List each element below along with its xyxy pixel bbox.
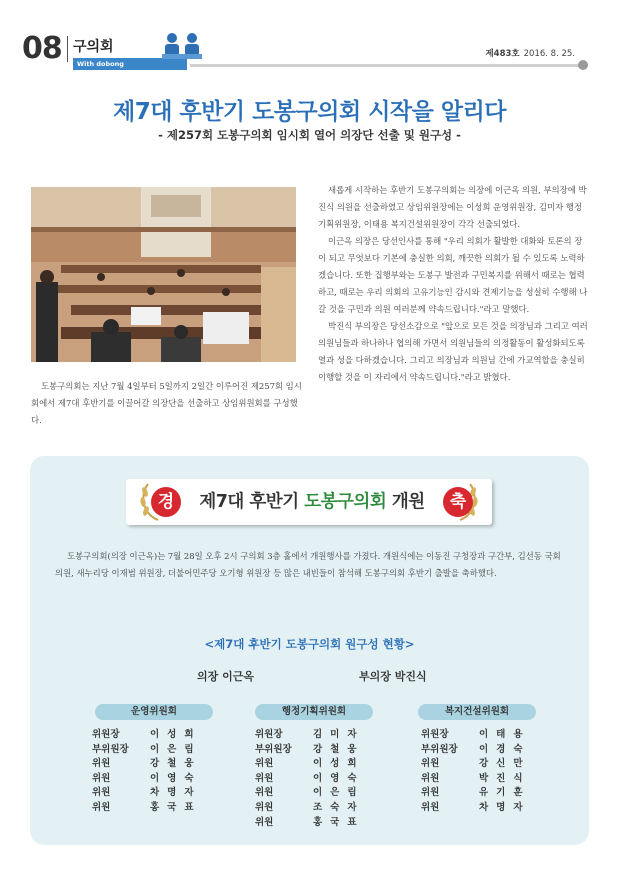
member-row (421, 801, 541, 816)
member-row (421, 743, 541, 758)
ceremony-title-prefix: 제7대 후반기 (199, 492, 305, 512)
member-role: 위원 (421, 801, 440, 813)
section-title: 구의회 (73, 39, 114, 55)
member-role: 위원 (255, 816, 274, 828)
member-row (255, 728, 375, 743)
header-dot (578, 60, 588, 70)
member-row (421, 786, 541, 801)
section-tag: With dobong (73, 58, 187, 70)
member-row (421, 772, 541, 787)
member-name: 차명자 (150, 787, 202, 799)
member-role: 위원 (92, 787, 111, 799)
member-role: 위원 (92, 758, 111, 770)
council-chair: 의장 이근옥 (197, 670, 254, 683)
member-row (255, 786, 375, 801)
member-row (92, 743, 212, 758)
member-name: 이은림 (150, 743, 202, 755)
committee-label-welfare: 복지건설위원회 (418, 704, 536, 720)
member-name: 강철웅 (150, 758, 202, 770)
ceremony-title-suffix: 개원 (386, 492, 425, 512)
member-name: 박진식 (479, 772, 531, 784)
member-name: 이성희 (313, 758, 365, 770)
ceremony-title (188, 487, 436, 517)
member-row (421, 757, 541, 772)
member-role: 위원 (421, 758, 440, 770)
member-name: 김미자 (313, 729, 365, 740)
member-row (255, 743, 375, 758)
member-name: 이성희 (150, 729, 202, 740)
member-row (421, 728, 541, 743)
member-role: 부위원장 (92, 743, 129, 755)
member-role: 위원 (421, 772, 440, 784)
member-name: 차명자 (479, 801, 531, 813)
member-name: 이영숙 (313, 772, 365, 784)
article-subtitle: - 제257회 도봉구의회 임시회 열어 의장단 선출 및 원구성 - (158, 128, 461, 142)
committee-members-administration (255, 728, 375, 830)
member-role: 위원 (421, 787, 440, 799)
member-row (92, 772, 212, 787)
member-role: 부위원장 (421, 743, 458, 755)
ceremony-paragraph: 도봉구의회(의장 이근옥)는 7월 28일 오후 2시 구의회 3층 홀에서 개원행사를 가졌다. 개원식에는 이동진 구청장과 구간부, 김선동 국회의원, 새누리당 이재범 위원장, 더불어민주당 오기형 위원장 등 많은 내빈들이 참석해 도봉구의회 후반기 출발을 축하했다. (55, 551, 561, 578)
article-title: 제7대 후반기 도봉구의회 시작을 알리다 (112, 99, 507, 125)
composition-title: <제7대 후반기 도봉구의회 원구성 현황> (204, 637, 415, 651)
member-row (255, 816, 375, 831)
member-role: 위원 (255, 801, 274, 813)
member-role: 위원장 (421, 729, 449, 740)
ceremony-text (55, 548, 565, 582)
member-row (92, 786, 212, 801)
article-paragraph: 박진식 부의장은 당선소감으로 "앞으로 모든 것을 의장님과 그리고 여러 의원님들과 하나하나 협의해 가면서 의원님들의 의정활동이 활성화되도록 열과 성을 다하겠습니다. 그리고 의장님과 의원님 간에 가교역할을 충실히 이행할 것을 이 자리에서 약속드립니다."라고 밝혔다. (318, 321, 588, 382)
member-role: 위원 (255, 758, 274, 770)
committee-members-operations (92, 728, 212, 816)
member-row (92, 757, 212, 772)
council-session-photo (31, 187, 296, 362)
celebration-badge-right: 축 (443, 487, 473, 517)
member-row (255, 801, 375, 816)
mascot-icon (160, 32, 204, 60)
council-vice-chair: 부의장 박진식 (359, 670, 427, 683)
member-row (255, 772, 375, 787)
member-name: 홍국표 (313, 816, 365, 828)
member-name: 강철웅 (313, 743, 365, 755)
member-name: 조숙자 (313, 801, 365, 813)
header-divider (67, 36, 68, 62)
member-row (255, 757, 375, 772)
article-paragraph: 새롭게 시작하는 후반기 도봉구의회는 의장에 이근옥 의원, 부의장에 박진식 의원을 선출하였고 상임위원장에는 이성희 운영위원장, 김미자 행정기획위원장, 이태용 복지건설위원장이 각각 선출되었다. (318, 185, 587, 229)
article-body (318, 182, 588, 386)
member-role: 위원 (255, 772, 274, 784)
member-role: 부위원장 (255, 743, 292, 755)
member-role: 위원 (92, 801, 111, 813)
page-number: 08 (22, 31, 62, 66)
member-role: 위원 (92, 772, 111, 784)
member-role: 위원 (255, 787, 274, 799)
header-rule (190, 64, 580, 67)
issue-number: 제483호 (485, 49, 520, 59)
photo-caption: 도봉구의회는 지난 7월 4일부터 5일까지 2일간 이루어진 제257회 임시회에서 제7대 후반기를 이끌어갈 의장단을 선출하고 상임위원회를 구성했다. (31, 381, 302, 425)
celebration-badge-left: 경 (151, 487, 181, 517)
member-name: 이경숙 (479, 743, 531, 755)
committee-label-operations: 운영위원회 (95, 704, 213, 720)
article-paragraph: 이근옥 의장은 당선인사를 통해 "우리 의회가 활발한 대화와 토론의 장이 되고 무엇보다 기본에 충실한 의회, 깨끗한 의회가 될 수 있도록 노력하겠습니다. 또한 집행부와는 도봉구 발전과 구민복지를 위해서 때로는 협력하고, 때로는 우리 의회의 고유기능인 감시와 견제기능을 성실히 수행해 나갈 것을 구민과 의원 여러분께 약속드립니다."라고 말했다. (318, 236, 588, 314)
committee-members-welfare (421, 728, 541, 816)
issue-date: 2016. 8. 25. (523, 49, 575, 59)
member-name: 홍국표 (150, 801, 202, 813)
member-role: 위원장 (92, 729, 120, 740)
member-role: 위원장 (255, 729, 283, 740)
member-name: 강신만 (479, 758, 531, 770)
member-row (92, 728, 212, 743)
committee-label-administration: 행정기획위원회 (255, 704, 373, 720)
issue-info (485, 47, 575, 59)
ceremony-title-highlight: 도봉구의회 (304, 492, 387, 512)
member-row (92, 801, 212, 816)
member-name: 이은림 (313, 787, 365, 799)
member-name: 유기훈 (479, 787, 531, 799)
member-name: 이태용 (479, 729, 531, 740)
member-name: 이영숙 (150, 772, 202, 784)
